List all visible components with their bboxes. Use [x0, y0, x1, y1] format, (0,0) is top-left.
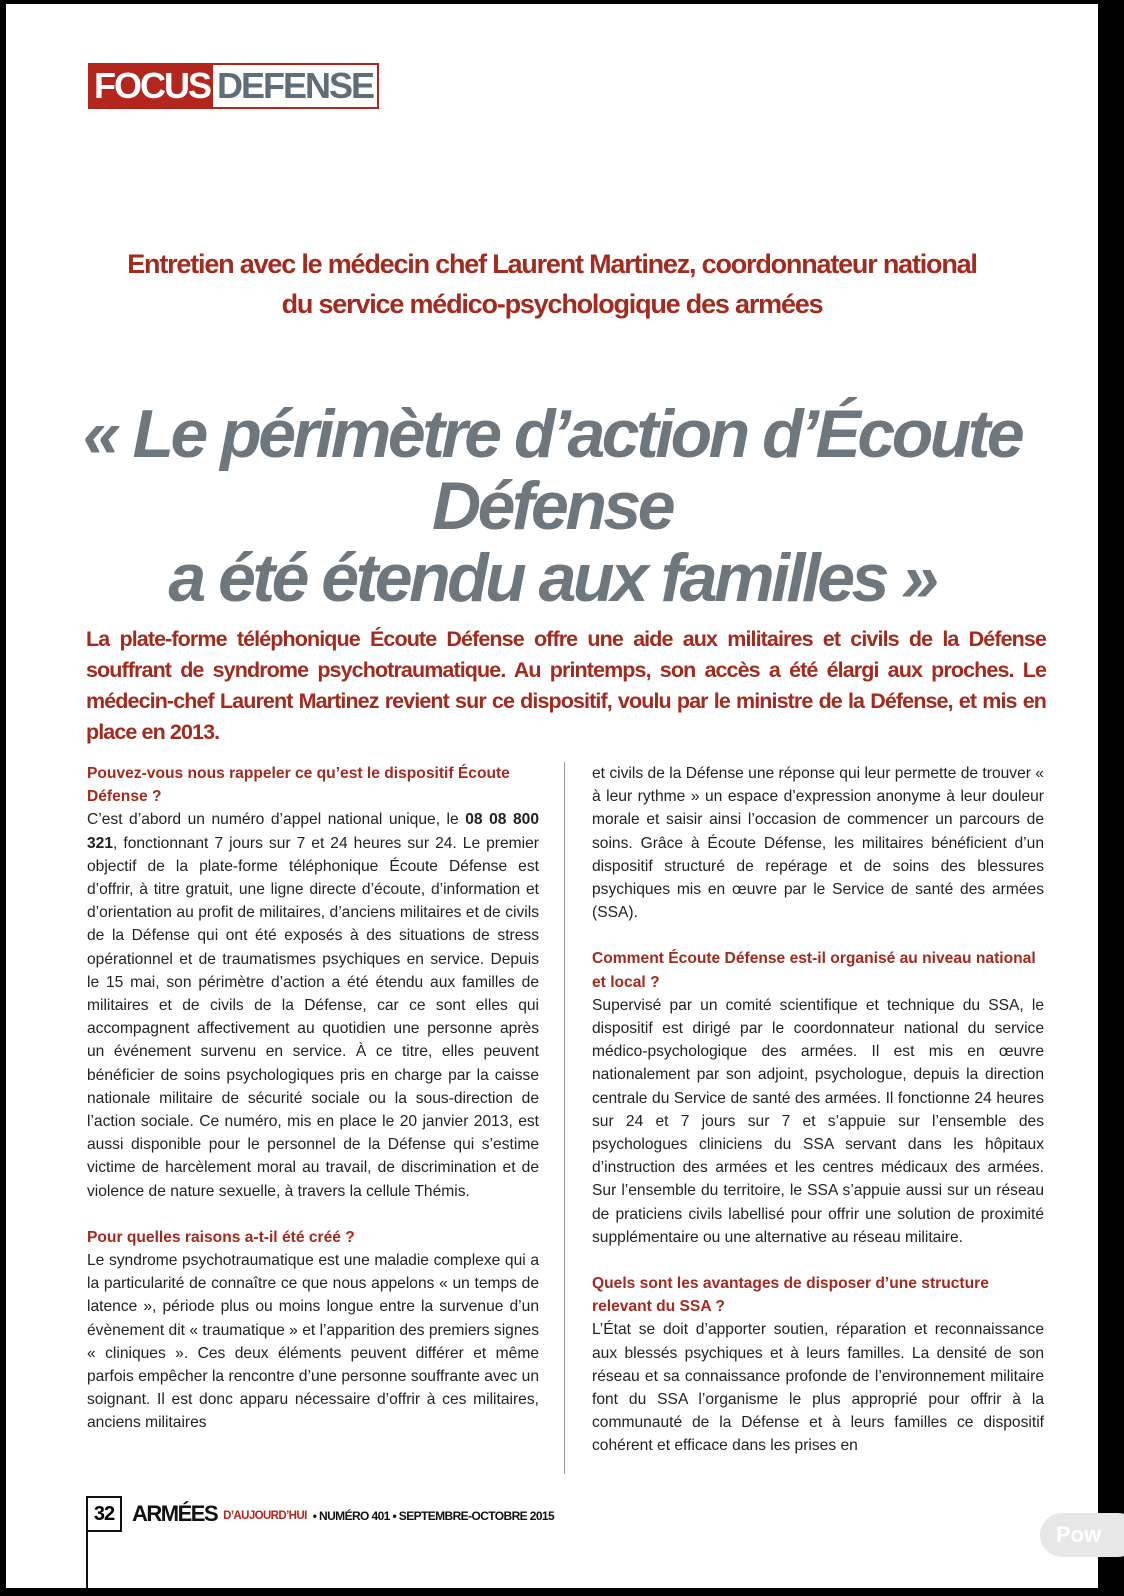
answer-2: Le syndrome psychotraumatique est une maladie complexe qui a la particularité de connaître ce que nous appelons « un temps de latence », période plus ou moins longue entre la survenue d’un évènement dit « traumatique » et l’apparition des premiers signes « cliniques ». Ces deux éléments peuvent différer et même parfois empêcher la rencontre d’une personne souffrante avec un soignant. Il est donc apparu nécessaire d’offrir à ces militaires, anciens militaires [87, 1252, 539, 1432]
headline-line-2: a été étendu aux familles » [168, 540, 936, 616]
logo-focus: FOCUS [90, 65, 213, 107]
logo-defense: DEFENSE [213, 65, 377, 107]
overlay-button[interactable]: Pow [1040, 1513, 1124, 1557]
page-number: 32 [86, 1496, 122, 1532]
question-2: Pour quelles raisons a-t-il été créé ? [87, 1228, 355, 1246]
magazine-subtitle: D’AUJOURD’HUI [223, 1510, 307, 1522]
page-footer [86, 1492, 554, 1536]
intro-line-1: Entretien avec le médecin chef Laurent Martinez, coordonnateur national [127, 249, 977, 279]
magazine-title: ARMÉES [132, 1501, 218, 1526]
issue-info: • NUMÉRO 401 • SEPTEMBRE-OCTOBRE 2015 [312, 1509, 555, 1523]
interview-intro [6, 244, 1098, 324]
answer-2-continued: et civils de la Défense une réponse qui leur permette de trouver « à leur rythme » un espace d’expression anonyme à leur douleur morale et saisir ainsi l’occasion de commencer un parcours de soins. Grâce à Écoute Défense, les militaires bénéficient d’un dispositif structuré de repérage et de soins des blessures psychiques mis en œuvre par le Service de santé des armées (SSA). [592, 765, 1044, 922]
answer-1-start: C’est d’abord un numéro d’appel national unique, le [87, 811, 466, 829]
question-3: Comment Écoute Défense est-il organisé au niveau national et local ? [592, 950, 1036, 991]
magazine-page [6, 4, 1098, 1588]
answer-3: Supervisé par un comité scientifique et technique du SSA, le dispositif est dirigé par le coordonnateur national du service médico-psychologique des armées. Il est mis en œuvre nationalement par son adjoint, psychologue, depuis la direction centrale du Service de santé des armées. Il fonctionne 24 heures sur 24 et 7 jours sur 7 et s’appuie sur l’ensemble des psychologues cliniciens du SSA servant dans les hôpitaux d’instruction des armées et les centres médicaux des armées. Sur l’ensemble du territoire, le SSA s’appuie aussi sur un réseau de praticiens civils labellisé pour offrir une solution de proximité supplémentaire ou une alternative au réseau militaire. [592, 996, 1044, 1246]
focus-defense-logo [88, 63, 379, 109]
question-4: Quels sont les avantages de disposer d’une structure relevant du SSA ? [592, 1275, 989, 1316]
answer-1-rest: , fonctionnant 7 jours sur 7 et 24 heures sur 24. Le premier objectif de la plate-forme téléphonique Écoute Défense est d’offrir, à titre gratuit, une ligne directe d’écoute, d’information et d’orientation au profit de militaires, d’anciens militaires et de civils de la Défense qui ont été exposés à des situations de stress opérationnel et de traumatismes psychiques en service. Depuis le 15 mai, son périmètre d’action a été étendu aux familles de militaires et de civils de la Défense, car ce sont elles qui accompagnent affectivement au quotidien une personne après un événement survenu en service. À ce titre, elles peuvent bénéficier de soins psychologiques pris en charge par la caisse nationale militaire de sécurité sociale ou la sous-direction de l’action sociale. Ce numéro, mis en place le 20 janvier 2013, est aussi disponible pour le personnel de la Défense qui s’estime victime de harcèlement moral au travail, de discrimination et de violence de nature sexuelle, à travers la cellule Thémis. [87, 834, 539, 1200]
right-column [592, 762, 1044, 1458]
intro-line-2: du service médico-psychologique des armées [281, 289, 823, 319]
phone-number: 08 08 800 321 [87, 811, 540, 852]
article-headline [6, 398, 1098, 614]
answer-1 [87, 808, 539, 1202]
footer-rule [86, 1532, 88, 1588]
answer-4: L’État se doit d’apporter soutien, réparation et reconnaissance aux blessés psychiques et à leurs familles. La densité de son réseau et sa connaissance profonde de l’environnement militaire font du SSA l’organisme le plus approprié pour offrir à la communauté de la Défense et à leurs familles ce dispositif cohérent et efficace dans les prises en [592, 1321, 1044, 1455]
article-lead: La plate-forme téléphonique Écoute Défense offre une aide aux militaires et civils de la Défense souffrant de syndrome psychotraumatique. Au printemps, son accès a été élargi aux proches. Le médecin-chef Laurent Martinez revient sur ce dispositif, voulu par le ministre de la Défense, et mis en place en 2013. [86, 626, 1046, 744]
column-divider [564, 762, 565, 1474]
question-1: Pouvez-vous nous rappeler ce qu’est le dispositif Écoute Défense ? [87, 765, 510, 806]
left-column [87, 762, 539, 1435]
headline-line-1: « Le périmètre d’action d’Écoute Défense [82, 396, 1022, 544]
